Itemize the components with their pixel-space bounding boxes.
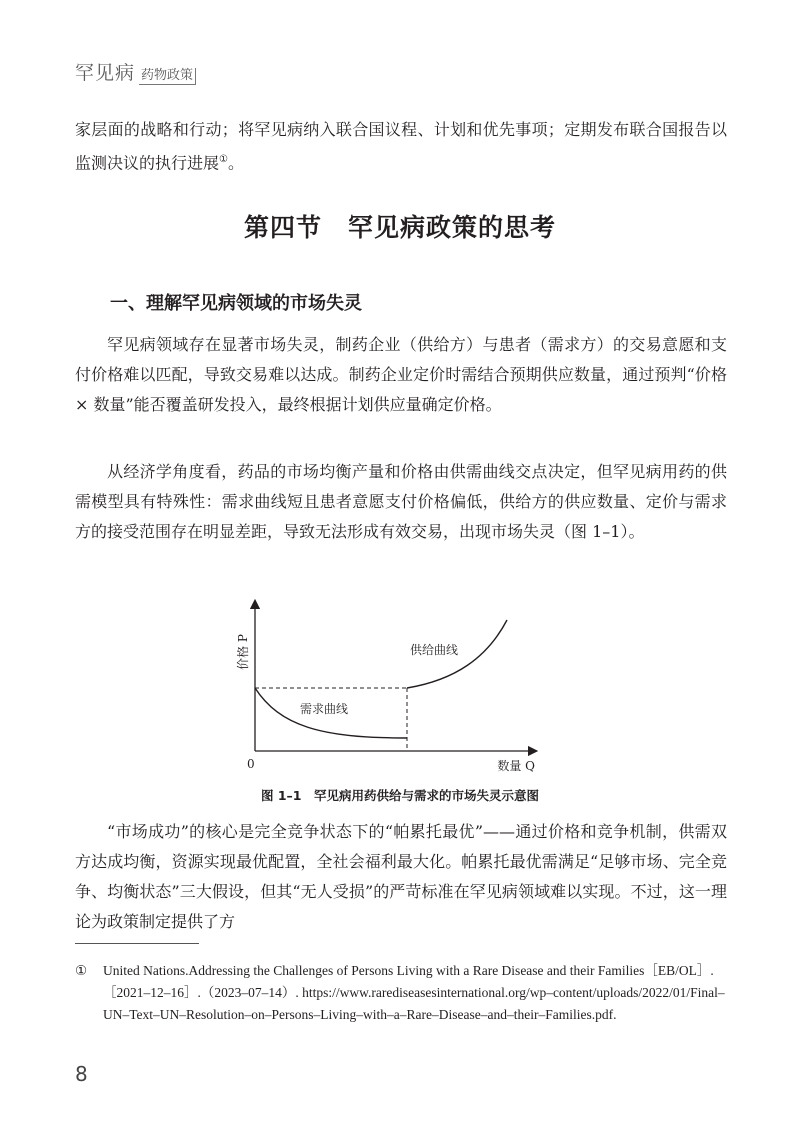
footnote-reference-mark[interactable]: ① xyxy=(219,154,228,165)
subsection-title: 一、理解罕见病领域的市场失灵 xyxy=(110,293,362,314)
demand-curve-label: 需求曲线 xyxy=(300,702,349,716)
figure-caption: 图 1–1 罕见病用药供给与需求的市场失灵示意图 xyxy=(261,788,539,803)
paragraph-intro xyxy=(75,115,727,178)
x-axis-label: 数量 Q xyxy=(497,759,535,773)
supply-curve-label: 供给曲线 xyxy=(410,643,459,657)
footnote xyxy=(75,960,727,1026)
footnote-divider xyxy=(75,943,199,944)
supply-demand-chart xyxy=(225,598,545,778)
running-head xyxy=(75,58,196,85)
paragraph-pareto: “市场成功”的核心是完全竞争状态下的“帕累托最优”——通过价格和竞争机制，供需双方达成均衡，资源实现最优配置，全社会福利最大化。帕累托最优需满足“足够市场、完全竞争、均衡状态”三大假设，但其“无人受损”的严苛标准在罕见病领域难以实现。不过，这一理论为政策制定提供了方 xyxy=(75,822,727,931)
page-number: 8 xyxy=(75,1062,88,1086)
running-head-book-title: 罕见病 xyxy=(75,62,136,84)
paragraph-intro-end: 。 xyxy=(227,153,244,173)
origin-label: 0 xyxy=(247,757,255,771)
footnote-text: United Nations.Addressing the Challenges of Persons Living with a Rare Disease and their Families［EB/OL］.［2021–12–16］.（2023–07–14）. https://www.rarediseasesinternational.org/wp–content/uploads/2022/01/Final–UN–Text–UN–Resolution–on–Persons–Living–with–a–Rare–Disease–and–their–Families.pdf. xyxy=(103,963,725,1022)
paragraph-market-failure: 罕见病领域存在显著市场失灵，制药企业（供给方）与患者（需求方）的交易意愿和支付价格难以匹配，导致交易难以达成。制药企业定价时需结合预期供应数量，通过预判“价格 × 数量”能否覆盖研发投入，最终根据计划供应量确定价格。 xyxy=(75,335,727,414)
y-axis-label: 价格 P xyxy=(236,634,250,670)
section-title: 第四节 罕见病政策的思考 xyxy=(243,213,556,242)
paragraph-intro-text: 家层面的战略和行动；将罕见病纳入联合国议程、计划和优先事项；定期发布联合国报告以监测决议的执行进展 xyxy=(75,120,727,173)
paragraph-economics: 从经济学角度看，药品的市场均衡产量和价格由供需曲线交点决定，但罕见病用药的供需模型具有特殊性：需求曲线短且患者意愿支付价格偏低，供给方的供应数量、定价与需求方的接受范围存在明显差距，导致无法形成有效交易，出现市场失灵（图 1–1）。 xyxy=(75,462,727,541)
supply-demand-figure xyxy=(225,598,545,778)
footnote-mark: ① xyxy=(75,963,88,978)
running-head-subtitle: 药物政策 xyxy=(139,68,196,85)
